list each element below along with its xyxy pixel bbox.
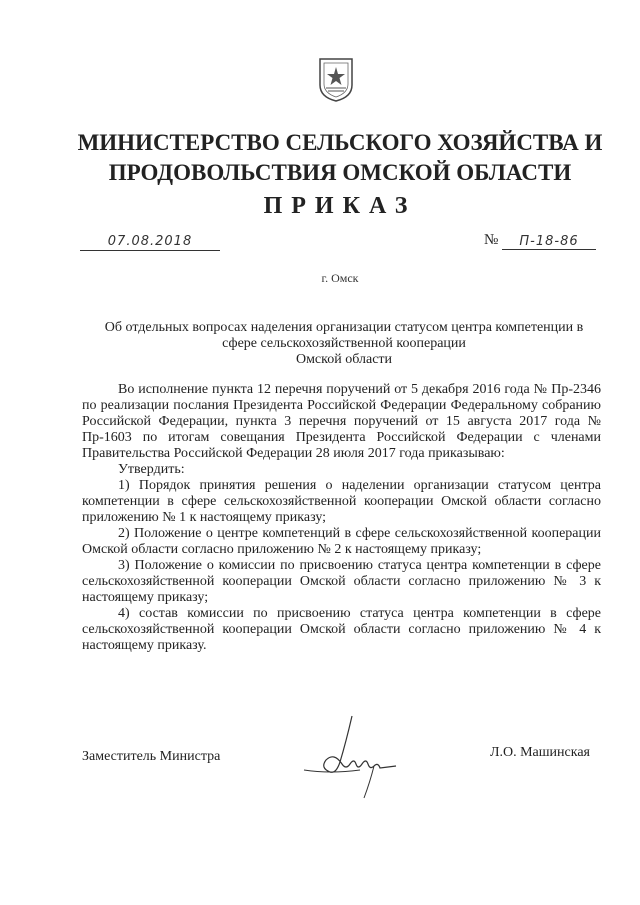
order-body [82,382,601,654]
ministry-line-2: ПРОДОВОЛЬСТВИЯ ОМСКОЙ ОБЛАСТИ [108,160,572,185]
order-number: П-18-86 [502,234,596,250]
order-number-block [484,232,596,249]
subject-line-2: сфере сельскохозяйственной кооперации [222,336,466,351]
list-item: 1) Порядок принятия решения о наделении организации статусом центра компетенции в сфере сельскохозяйственной кооперации Омской области согласно приложению № 1 к настоящему приказу; [82,478,601,525]
signer-title: Заместитель Министра [82,749,221,764]
order-subject [64,320,624,368]
subject-line-3: Омской области [295,352,393,367]
order-date: 07.08.2018 [80,234,220,251]
approve-label: Утвердить: [118,462,185,477]
ministry-line-1: МИНИСТЕРСТВО СЕЛЬСКОГО ХОЗЯЙСТВА И [77,130,603,155]
document-type-title: ПРИКАЗ [263,193,417,219]
list-item: 2) Положение о центре компетенций в сфере сельскохозяйственной кооперации Омской области согласно приложению № 2 к настоящему приказу; [82,526,601,557]
list-item: 3) Положение о комиссии по присвоению статуса центра компетенции в сфере сельскохозяйственной кооперации Омской области согласно приложению № 3 к настоящему приказу; [82,558,601,605]
signature-icon [300,712,410,802]
coat-of-arms-icon [316,55,356,103]
number-sign: № [484,232,499,248]
list-item: 4) состав комиссии по присвоению статуса центра компетенции в сфере сельскохозяйственной кооперации Омской области согласно приложению № 4 к настоящему приказу. [82,606,601,653]
ministry-name [60,128,620,188]
preamble-paragraph: Во исполнение пункта 12 перечня поручений от 5 декабря 2016 года № Пр-2346 по реализации послания Президента Российской Федерации Федеральному собранию Российской Федерации, пункта 3 перечня поручений от 15 августа 2017 года № Пр-1603 по итогам совещания Президента Российской Федерации с членами Правительства Российской Федерации 28 июля 2017 года приказываю: [82,382,601,461]
signer-name: Л.О. Машинская [490,745,590,760]
subject-line-1: Об отдельных вопросах наделения организации статусом центра компетенции в [104,320,584,335]
city-label: г. Омск [321,271,359,285]
